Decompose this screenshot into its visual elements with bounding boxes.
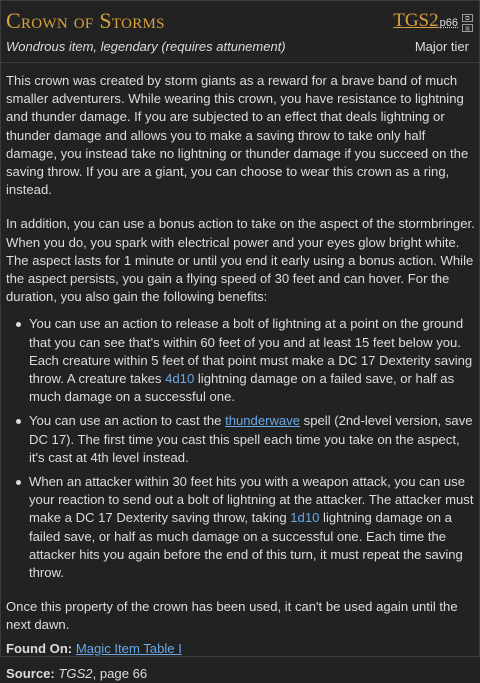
- item-description: [6, 72, 476, 683]
- source-reference: [393, 10, 458, 32]
- item-type-line: Wondrous item, legendary (requires attunement): [6, 39, 286, 54]
- list-item: [6, 412, 476, 467]
- bullet-icon: [16, 322, 21, 327]
- copy-link-icon[interactable]: ⧉: [462, 14, 473, 22]
- bullet-icon: [16, 419, 21, 424]
- benefit-text: spell (2nd-level version, save DC 17). The first time you cast this spell each time you take on the aspect, it's cast at 4th level instead.: [29, 413, 473, 465]
- item-header: [1, 1, 479, 63]
- source-page-text: , page 66: [92, 665, 148, 681]
- source-page-link[interactable]: p66: [439, 17, 458, 29]
- benefit-text: You can use an action to release a bolt of lightning at a point on the ground that you can see that's within 60 feet of you and at least 15 feet below you. Each creature within 5 feet of that point must make a DC 17 Dexterity saving throw. A creature takes: [29, 316, 473, 387]
- popout-icon[interactable]: ▤: [462, 24, 473, 32]
- found-on-line: [6, 640, 476, 658]
- bullet-icon: [16, 480, 21, 485]
- item-tier: Major tier: [414, 39, 469, 54]
- source-label: Source:: [6, 665, 55, 681]
- benefit-text: lightning damage on a failed save, or half as much damage on a successful one. Each time the attacker hits you again before the end of this turn, it must repeat the saving throw.: [29, 510, 463, 581]
- benefit-text: lightning damage on a failed save, or half as much damage on a successful one.: [29, 371, 455, 405]
- description-paragraph: This crown was created by storm giants as a reward for a brave band of much smaller adventurers. While wearing this crown, you have resistance to lightning and thunder damage. If you are subjected to an effect that deals lightning or thunder damage and allows you to make a saving throw to take only half damage, you instead take no lightning or thunder damage if you succeed on the saving throw. If you are a giant, you can choose to wear this crown as a ring, instead.: [6, 73, 469, 198]
- dice-roll-1d10[interactable]: 1d10: [290, 510, 320, 526]
- source-book: TGS2: [58, 665, 93, 681]
- found-on-label: Found On:: [6, 640, 73, 656]
- source-line: [6, 665, 476, 683]
- benefit-text: When an attacker within 30 feet hits you with a weapon attack, you can use your reaction to send out a bolt of lightning at the attacker. The attacker must make a DC 17 Dexterity saving throw, taking: [29, 474, 474, 526]
- description-paragraph: Once this property of the crown has been used, it can't be used again until the next dawn.: [6, 599, 458, 633]
- benefits-list: [6, 315, 476, 582]
- source-abbr-link[interactable]: TGS2: [393, 10, 439, 31]
- item-title: Crown of Storms: [6, 8, 165, 33]
- benefit-text: You can use an action to cast the: [29, 413, 226, 429]
- list-item: [6, 473, 476, 582]
- page-actions: [462, 14, 474, 32]
- spell-link-thunderwave[interactable]: thunderwave: [225, 413, 301, 429]
- description-paragraph: In addition, you can use a bonus action to take on the aspect of the stormbringer. When you do, you spark with electrical power and your eyes glow bright white. The aspect lasts for 1 minute or until you end it early using a bonus action. While the aspect persists, you gain a flying speed of 30 feet and can hover. For the duration, you also gain the following benefits:: [6, 216, 475, 305]
- found-on-link[interactable]: Magic Item Table I: [75, 640, 182, 656]
- dice-roll-4d10[interactable]: 4d10: [165, 371, 195, 387]
- list-item: [6, 315, 476, 406]
